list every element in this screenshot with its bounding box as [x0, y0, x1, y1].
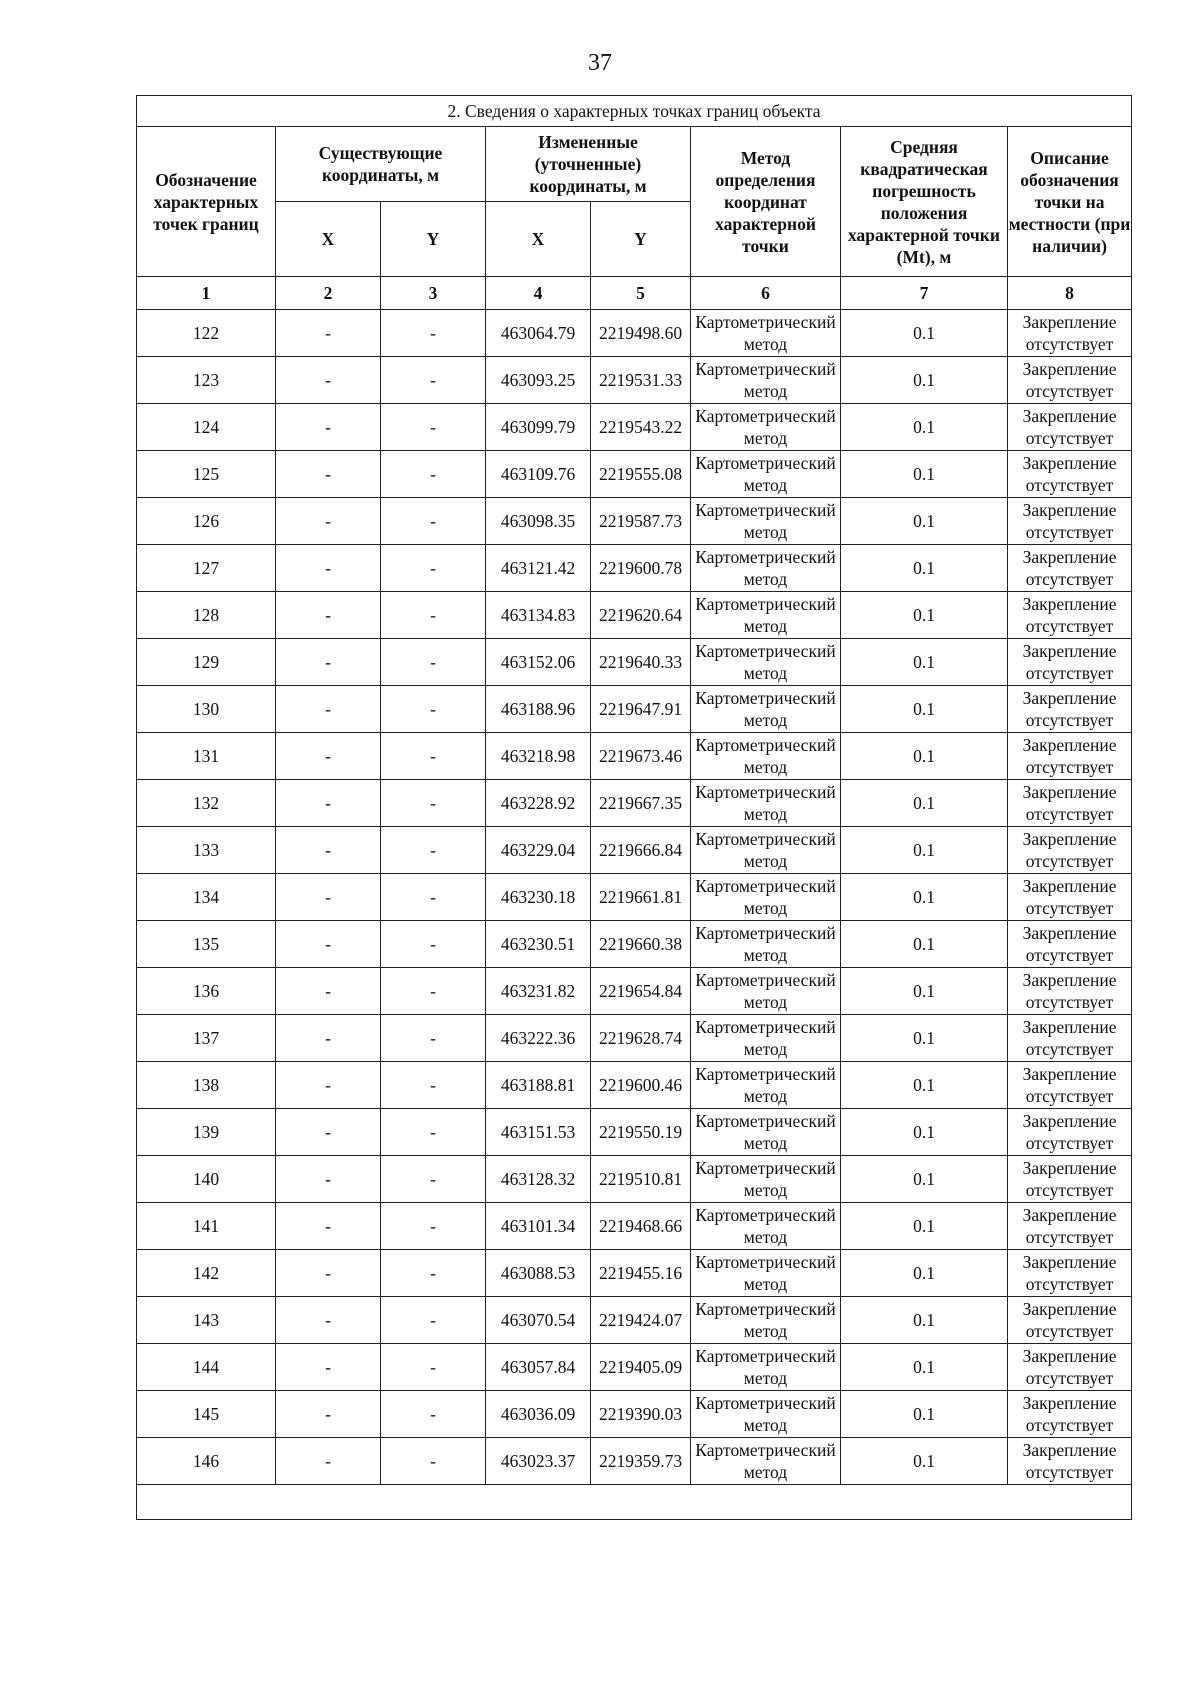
header-designation: Обозначение характерных точек границ — [137, 127, 276, 277]
table-row — [137, 1156, 1132, 1203]
point-id: 134 — [137, 874, 276, 921]
table-row — [137, 686, 1132, 733]
rmse: 0.1 — [841, 1062, 1008, 1109]
changed-y: 2219455.16 — [591, 1250, 691, 1297]
existing-x: - — [276, 780, 381, 827]
method: Картометрический метод — [691, 1250, 841, 1297]
existing-x: - — [276, 733, 381, 780]
description: Закрепление отсутствует — [1008, 1109, 1132, 1156]
description: Закрепление отсутствует — [1008, 404, 1132, 451]
existing-y: - — [381, 404, 486, 451]
header-row-1 — [137, 127, 1132, 202]
description: Закрепление отсутствует — [1008, 357, 1132, 404]
column-number-row — [137, 277, 1132, 310]
changed-y: 2219620.64 — [591, 592, 691, 639]
table-row — [137, 921, 1132, 968]
changed-y: 2219468.66 — [591, 1203, 691, 1250]
description: Закрепление отсутствует — [1008, 921, 1132, 968]
table-row — [137, 780, 1132, 827]
rmse: 0.1 — [841, 1203, 1008, 1250]
changed-y: 2219510.81 — [591, 1156, 691, 1203]
header-changed-coords: Измененные (уточненные) координаты, м — [486, 127, 691, 202]
table-row — [137, 968, 1132, 1015]
method: Картометрический метод — [691, 1015, 841, 1062]
existing-y: - — [381, 545, 486, 592]
column-number: 3 — [381, 277, 486, 310]
changed-y: 2219550.19 — [591, 1109, 691, 1156]
existing-x: - — [276, 451, 381, 498]
changed-x: 463231.82 — [486, 968, 591, 1015]
description: Закрепление отсутствует — [1008, 1391, 1132, 1438]
method: Картометрический метод — [691, 686, 841, 733]
changed-y: 2219390.03 — [591, 1391, 691, 1438]
header-changed-x: X — [486, 202, 591, 277]
point-id: 144 — [137, 1344, 276, 1391]
method: Картометрический метод — [691, 357, 841, 404]
changed-x: 463229.04 — [486, 827, 591, 874]
table-row — [137, 733, 1132, 780]
point-id: 129 — [137, 639, 276, 686]
rmse: 0.1 — [841, 733, 1008, 780]
changed-x: 463099.79 — [486, 404, 591, 451]
existing-y: - — [381, 874, 486, 921]
existing-y: - — [381, 451, 486, 498]
rmse: 0.1 — [841, 827, 1008, 874]
table-row — [137, 1391, 1132, 1438]
point-id: 124 — [137, 404, 276, 451]
existing-x: - — [276, 1062, 381, 1109]
existing-y: - — [381, 1156, 486, 1203]
changed-x: 463064.79 — [486, 310, 591, 357]
boundary-points-table — [136, 95, 1132, 1520]
existing-y: - — [381, 733, 486, 780]
method: Картометрический метод — [691, 1062, 841, 1109]
table-row — [137, 639, 1132, 686]
method: Картометрический метод — [691, 780, 841, 827]
empty-footer-cell — [137, 1485, 1132, 1520]
method: Картометрический метод — [691, 498, 841, 545]
changed-y: 2219555.08 — [591, 451, 691, 498]
changed-x: 463101.34 — [486, 1203, 591, 1250]
rmse: 0.1 — [841, 498, 1008, 545]
existing-x: - — [276, 310, 381, 357]
changed-x: 463121.42 — [486, 545, 591, 592]
changed-x: 463070.54 — [486, 1297, 591, 1344]
changed-x: 463134.83 — [486, 592, 591, 639]
point-id: 146 — [137, 1438, 276, 1485]
point-id: 139 — [137, 1109, 276, 1156]
column-number: 4 — [486, 277, 591, 310]
changed-x: 463057.84 — [486, 1344, 591, 1391]
table-row — [137, 1344, 1132, 1391]
changed-y: 2219587.73 — [591, 498, 691, 545]
method: Картометрический метод — [691, 592, 841, 639]
existing-x: - — [276, 498, 381, 545]
changed-y: 2219628.74 — [591, 1015, 691, 1062]
description: Закрепление отсутствует — [1008, 639, 1132, 686]
point-id: 130 — [137, 686, 276, 733]
column-number: 5 — [591, 277, 691, 310]
method: Картометрический метод — [691, 404, 841, 451]
changed-x: 463188.81 — [486, 1062, 591, 1109]
method: Картометрический метод — [691, 310, 841, 357]
existing-x: - — [276, 874, 381, 921]
point-id: 132 — [137, 780, 276, 827]
header-rmse: Средняя квадратическая погрешность положения характерной точки (Mt), м — [841, 127, 1008, 277]
method: Картометрический метод — [691, 968, 841, 1015]
method: Картометрический метод — [691, 733, 841, 780]
existing-y: - — [381, 827, 486, 874]
existing-x: - — [276, 1109, 381, 1156]
method: Картометрический метод — [691, 827, 841, 874]
rmse: 0.1 — [841, 404, 1008, 451]
changed-x: 463222.36 — [486, 1015, 591, 1062]
description: Закрепление отсутствует — [1008, 686, 1132, 733]
changed-x: 463109.76 — [486, 451, 591, 498]
header-description: Описание обозначения точки на местности (при наличии) — [1008, 127, 1132, 277]
header-method: Метод определения координат характерной точки — [691, 127, 841, 277]
table-row — [137, 404, 1132, 451]
table-row — [137, 498, 1132, 545]
rmse: 0.1 — [841, 310, 1008, 357]
description: Закрепление отсутствует — [1008, 968, 1132, 1015]
point-id: 125 — [137, 451, 276, 498]
changed-x: 463188.96 — [486, 686, 591, 733]
existing-y: - — [381, 780, 486, 827]
changed-y: 2219654.84 — [591, 968, 691, 1015]
column-number: 7 — [841, 277, 1008, 310]
changed-x: 463230.51 — [486, 921, 591, 968]
rmse: 0.1 — [841, 451, 1008, 498]
table-row — [137, 1203, 1132, 1250]
existing-x: - — [276, 357, 381, 404]
table-footer-row — [137, 1485, 1132, 1520]
header-existing-y: Y — [381, 202, 486, 277]
rmse: 0.1 — [841, 592, 1008, 639]
description: Закрепление отсутствует — [1008, 1250, 1132, 1297]
table-row — [137, 827, 1132, 874]
changed-x: 463098.35 — [486, 498, 591, 545]
changed-x: 463023.37 — [486, 1438, 591, 1485]
changed-x: 463218.98 — [486, 733, 591, 780]
existing-y: - — [381, 639, 486, 686]
rmse: 0.1 — [841, 1109, 1008, 1156]
changed-y: 2219424.07 — [591, 1297, 691, 1344]
rmse: 0.1 — [841, 639, 1008, 686]
changed-x: 463230.18 — [486, 874, 591, 921]
existing-x: - — [276, 1438, 381, 1485]
changed-y: 2219405.09 — [591, 1344, 691, 1391]
point-id: 133 — [137, 827, 276, 874]
rmse: 0.1 — [841, 545, 1008, 592]
method: Картометрический метод — [691, 451, 841, 498]
changed-y: 2219531.33 — [591, 357, 691, 404]
existing-y: - — [381, 357, 486, 404]
point-id: 138 — [137, 1062, 276, 1109]
existing-y: - — [381, 498, 486, 545]
description: Закрепление отсутствует — [1008, 451, 1132, 498]
changed-y: 2219498.60 — [591, 310, 691, 357]
existing-y: - — [381, 1297, 486, 1344]
rmse: 0.1 — [841, 874, 1008, 921]
changed-y: 2219640.33 — [591, 639, 691, 686]
existing-x: - — [276, 686, 381, 733]
existing-x: - — [276, 1156, 381, 1203]
column-number: 8 — [1008, 277, 1132, 310]
page-number: 37 — [588, 50, 612, 76]
table-row — [137, 1297, 1132, 1344]
description: Закрепление отсутствует — [1008, 1203, 1132, 1250]
point-id: 141 — [137, 1203, 276, 1250]
table-row — [137, 451, 1132, 498]
description: Закрепление отсутствует — [1008, 545, 1132, 592]
rmse: 0.1 — [841, 1438, 1008, 1485]
existing-y: - — [381, 968, 486, 1015]
changed-y: 2219359.73 — [591, 1438, 691, 1485]
description: Закрепление отсутствует — [1008, 874, 1132, 921]
description: Закрепление отсутствует — [1008, 592, 1132, 639]
existing-y: - — [381, 1203, 486, 1250]
column-number: 6 — [691, 277, 841, 310]
changed-y: 2219660.38 — [591, 921, 691, 968]
changed-x: 463128.32 — [486, 1156, 591, 1203]
rmse: 0.1 — [841, 1297, 1008, 1344]
existing-x: - — [276, 1297, 381, 1344]
changed-y: 2219661.81 — [591, 874, 691, 921]
point-id: 135 — [137, 921, 276, 968]
existing-x: - — [276, 1203, 381, 1250]
point-id: 143 — [137, 1297, 276, 1344]
existing-y: - — [381, 1250, 486, 1297]
point-id: 142 — [137, 1250, 276, 1297]
point-id: 127 — [137, 545, 276, 592]
description: Закрепление отсутствует — [1008, 827, 1132, 874]
method: Картометрический метод — [691, 1203, 841, 1250]
section-title: 2. Сведения о характерных точках границ объекта — [137, 96, 1132, 127]
existing-x: - — [276, 968, 381, 1015]
changed-x: 463228.92 — [486, 780, 591, 827]
existing-x: - — [276, 639, 381, 686]
existing-y: - — [381, 1344, 486, 1391]
method: Картометрический метод — [691, 1438, 841, 1485]
point-id: 126 — [137, 498, 276, 545]
rmse: 0.1 — [841, 1250, 1008, 1297]
table-row — [137, 1250, 1132, 1297]
point-id: 122 — [137, 310, 276, 357]
existing-x: - — [276, 827, 381, 874]
point-id: 123 — [137, 357, 276, 404]
description: Закрепление отсутствует — [1008, 780, 1132, 827]
existing-y: - — [381, 1438, 486, 1485]
rmse: 0.1 — [841, 968, 1008, 1015]
existing-y: - — [381, 1062, 486, 1109]
table-row — [137, 310, 1132, 357]
point-id: 131 — [137, 733, 276, 780]
existing-x: - — [276, 1250, 381, 1297]
existing-x: - — [276, 1344, 381, 1391]
existing-y: - — [381, 686, 486, 733]
changed-y: 2219600.46 — [591, 1062, 691, 1109]
changed-y: 2219666.84 — [591, 827, 691, 874]
rmse: 0.1 — [841, 357, 1008, 404]
changed-y: 2219647.91 — [591, 686, 691, 733]
rmse: 0.1 — [841, 686, 1008, 733]
point-id: 136 — [137, 968, 276, 1015]
method: Картометрический метод — [691, 1109, 841, 1156]
point-id: 140 — [137, 1156, 276, 1203]
rmse: 0.1 — [841, 921, 1008, 968]
boundary-points-sheet — [136, 95, 1131, 1520]
existing-x: - — [276, 545, 381, 592]
column-number: 1 — [137, 277, 276, 310]
table-row — [137, 1015, 1132, 1062]
column-number: 2 — [276, 277, 381, 310]
changed-y: 2219600.78 — [591, 545, 691, 592]
table-row — [137, 874, 1132, 921]
method: Картометрический метод — [691, 1156, 841, 1203]
table-row — [137, 545, 1132, 592]
description: Закрепление отсутствует — [1008, 733, 1132, 780]
point-id: 145 — [137, 1391, 276, 1438]
existing-y: - — [381, 592, 486, 639]
rmse: 0.1 — [841, 1156, 1008, 1203]
description: Закрепление отсутствует — [1008, 1062, 1132, 1109]
changed-x: 463093.25 — [486, 357, 591, 404]
header-existing-coords: Существующие координаты, м — [276, 127, 486, 202]
table-row — [137, 1062, 1132, 1109]
method: Картометрический метод — [691, 1297, 841, 1344]
rmse: 0.1 — [841, 1015, 1008, 1062]
changed-x: 463152.06 — [486, 639, 591, 686]
rmse: 0.1 — [841, 1344, 1008, 1391]
description: Закрепление отсутствует — [1008, 1156, 1132, 1203]
method: Картометрический метод — [691, 874, 841, 921]
changed-x: 463088.53 — [486, 1250, 591, 1297]
method: Картометрический метод — [691, 1344, 841, 1391]
table-row — [137, 1438, 1132, 1485]
existing-x: - — [276, 592, 381, 639]
changed-y: 2219543.22 — [591, 404, 691, 451]
section-title-row — [137, 96, 1132, 127]
table-row — [137, 357, 1132, 404]
method: Картометрический метод — [691, 921, 841, 968]
description: Закрепление отсутствует — [1008, 1015, 1132, 1062]
existing-y: - — [381, 1391, 486, 1438]
point-id: 128 — [137, 592, 276, 639]
method: Картометрический метод — [691, 545, 841, 592]
existing-y: - — [381, 1015, 486, 1062]
changed-y: 2219673.46 — [591, 733, 691, 780]
rmse: 0.1 — [841, 780, 1008, 827]
existing-x: - — [276, 1391, 381, 1438]
existing-x: - — [276, 404, 381, 451]
point-id: 137 — [137, 1015, 276, 1062]
description: Закрепление отсутствует — [1008, 1344, 1132, 1391]
description: Закрепление отсутствует — [1008, 1438, 1132, 1485]
existing-x: - — [276, 1015, 381, 1062]
rmse: 0.1 — [841, 1391, 1008, 1438]
method: Картометрический метод — [691, 639, 841, 686]
table-row — [137, 592, 1132, 639]
existing-x: - — [276, 921, 381, 968]
changed-x: 463036.09 — [486, 1391, 591, 1438]
changed-y: 2219667.35 — [591, 780, 691, 827]
existing-y: - — [381, 1109, 486, 1156]
method: Картометрический метод — [691, 1391, 841, 1438]
description: Закрепление отсутствует — [1008, 1297, 1132, 1344]
existing-y: - — [381, 921, 486, 968]
header-existing-x: X — [276, 202, 381, 277]
header-changed-y: Y — [591, 202, 691, 277]
changed-x: 463151.53 — [486, 1109, 591, 1156]
description: Закрепление отсутствует — [1008, 310, 1132, 357]
existing-y: - — [381, 310, 486, 357]
table-row — [137, 1109, 1132, 1156]
description: Закрепление отсутствует — [1008, 498, 1132, 545]
